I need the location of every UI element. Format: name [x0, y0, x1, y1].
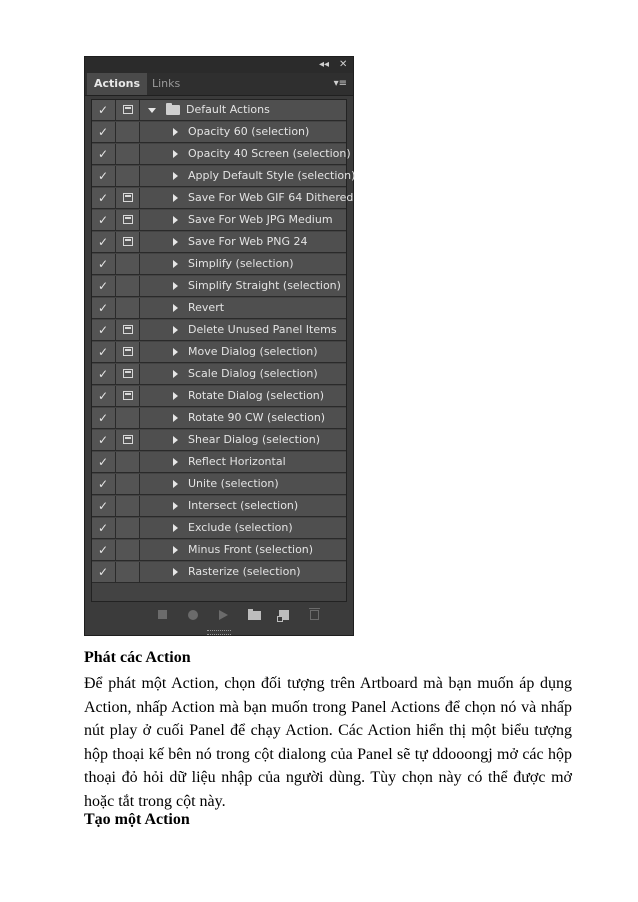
toggle-item-cell[interactable]: [92, 232, 116, 252]
toggle-dialog-cell[interactable]: [116, 562, 140, 582]
actions-panel: [84, 56, 354, 636]
action-row[interactable]: [92, 320, 346, 341]
expand-right-icon[interactable]: [173, 458, 178, 466]
expand-right-icon[interactable]: [173, 436, 178, 444]
checkmark-icon: ✓: [98, 191, 109, 205]
action-row[interactable]: [92, 210, 346, 231]
toggle-dialog-cell[interactable]: [116, 100, 140, 120]
action-row[interactable]: [92, 518, 346, 539]
action-row[interactable]: [92, 342, 346, 363]
action-row[interactable]: [92, 298, 346, 319]
section-heading-create: Tạo một Action: [84, 811, 190, 828]
new-set-icon[interactable]: [248, 611, 261, 620]
checkmark-icon: ✓: [98, 499, 109, 513]
toggle-item-cell[interactable]: [92, 144, 116, 164]
toggle-item-cell[interactable]: [92, 100, 116, 120]
toggle-dialog-cell[interactable]: [116, 298, 140, 318]
toggle-item-cell[interactable]: [92, 320, 116, 340]
toggle-item-cell[interactable]: [92, 254, 116, 274]
actions-list[interactable]: [91, 99, 356, 602]
action-label: Rasterize (selection): [188, 565, 301, 578]
action-label: Delete Unused Panel Items: [188, 323, 337, 336]
toggle-dialog-cell[interactable]: [116, 474, 140, 494]
toggle-item-cell[interactable]: [92, 386, 116, 406]
toggle-dialog-cell[interactable]: [116, 408, 140, 428]
body-paragraph: Để phát một Action, chọn đối tượng trên Artboard mà bạn muốn áp dụng Action, nhấp Action mà bạn muốn trong Panel Actions để chọn nó và nhấp nút play ở cuối Panel để chạy Action. Các Action hiển thị một biểu tượng hộp thoại kế bên nó trong cột dialong của Panel sẽ tự ddooongj mở các hộp thoại đỏ hỏi dữ liệu nhập của người dùng. Tùy chọn này có thể được mở hoặc tắt trong cột này.: [84, 675, 572, 810]
checkmark-icon: ✓: [98, 521, 109, 535]
panel-menu-icon[interactable]: ▾≡: [333, 78, 347, 89]
expand-right-icon[interactable]: [173, 238, 178, 246]
toggle-dialog-cell[interactable]: [116, 364, 140, 384]
trash-icon[interactable]: [310, 610, 319, 620]
checkmark-icon: ✓: [98, 411, 109, 425]
toggle-item-cell[interactable]: [92, 430, 116, 450]
panel-tabbar: [85, 73, 353, 96]
toggle-dialog-cell[interactable]: [116, 188, 140, 208]
checkmark-icon: ✓: [98, 345, 109, 359]
action-label: Reflect Horizontal: [188, 455, 286, 468]
toggle-dialog-cell[interactable]: [116, 496, 140, 516]
expand-right-icon[interactable]: [173, 546, 178, 554]
action-label: Minus Front (selection): [188, 543, 314, 556]
action-label: Scale Dialog (selection): [188, 367, 318, 380]
dialog-icon: [123, 435, 133, 444]
checkmark-icon: ✓: [98, 147, 109, 161]
toggle-dialog-cell[interactable]: [116, 320, 140, 340]
toggle-dialog-cell[interactable]: [116, 144, 140, 164]
toggle-dialog-cell[interactable]: [116, 386, 140, 406]
checkmark-icon: ✓: [98, 257, 109, 271]
checkmark-icon: ✓: [98, 103, 109, 117]
toggle-dialog-cell[interactable]: [116, 254, 140, 274]
toggle-dialog-cell[interactable]: [116, 276, 140, 296]
toggle-item-cell[interactable]: [92, 210, 116, 230]
stop-icon[interactable]: [158, 610, 167, 619]
toggle-dialog-cell[interactable]: [116, 122, 140, 142]
checkmark-icon: ✓: [98, 433, 109, 447]
checkmark-icon: ✓: [98, 455, 109, 469]
expand-right-icon[interactable]: [173, 260, 178, 268]
toggle-dialog-cell[interactable]: [116, 518, 140, 538]
toggle-dialog-cell[interactable]: [116, 540, 140, 560]
dialog-icon: [123, 215, 133, 224]
action-row[interactable]: [92, 496, 346, 517]
action-label: Opacity 60 (selection): [188, 125, 310, 138]
action-label: Exclude (selection): [188, 521, 293, 534]
expand-right-icon[interactable]: [173, 502, 178, 510]
action-row[interactable]: [92, 408, 346, 429]
checkmark-icon: ✓: [98, 235, 109, 249]
action-label: Simplify (selection): [188, 257, 294, 270]
tab-links[interactable]: Links: [152, 77, 181, 90]
toggle-item-cell[interactable]: [92, 364, 116, 384]
dialog-icon: [123, 237, 133, 246]
expand-right-icon[interactable]: [173, 172, 178, 180]
toggle-dialog-cell[interactable]: [116, 232, 140, 252]
expand-right-icon[interactable]: [173, 414, 178, 422]
action-label: Unite (selection): [188, 477, 279, 490]
toggle-dialog-cell[interactable]: [116, 430, 140, 450]
checkmark-icon: ✓: [98, 565, 109, 579]
toggle-item-cell[interactable]: [92, 540, 116, 560]
resize-grip-icon[interactable]: [207, 630, 231, 635]
expand-right-icon[interactable]: [173, 326, 178, 334]
toggle-item-cell[interactable]: [92, 562, 116, 582]
toggle-item-cell[interactable]: [92, 188, 116, 208]
expand-right-icon[interactable]: [173, 568, 178, 576]
action-label: Rotate 90 CW (selection): [188, 411, 326, 424]
action-label: Intersect (selection): [188, 499, 299, 512]
action-row[interactable]: [92, 386, 346, 407]
dialog-icon: [123, 325, 133, 334]
action-label: Simplify Straight (selection): [188, 279, 341, 292]
expand-right-icon[interactable]: [173, 524, 178, 532]
tab-actions[interactable]: Actions: [87, 73, 147, 95]
dialog-icon: [123, 193, 133, 202]
action-row[interactable]: [92, 188, 354, 209]
expand-right-icon[interactable]: [173, 348, 178, 356]
record-icon[interactable]: [188, 610, 198, 620]
toggle-item-cell[interactable]: [92, 496, 116, 516]
action-row[interactable]: [92, 232, 346, 253]
toggle-item-cell[interactable]: [92, 342, 116, 362]
action-label: Save For Web GIF 64 Dithered: [188, 191, 354, 204]
expand-down-icon[interactable]: [148, 108, 156, 113]
action-label: Save For Web JPG Medium: [188, 213, 333, 226]
checkmark-icon: ✓: [98, 477, 109, 491]
expand-right-icon[interactable]: [173, 128, 178, 136]
dialog-icon: [123, 347, 133, 356]
folder-icon: [166, 105, 180, 115]
action-label: Apply Default Style (selection): [188, 169, 356, 182]
expand-right-icon[interactable]: [173, 392, 178, 400]
action-label: Save For Web PNG 24: [188, 235, 308, 248]
toggle-dialog-cell[interactable]: [116, 210, 140, 230]
checkmark-icon: ✓: [98, 389, 109, 403]
action-label: Move Dialog (selection): [188, 345, 318, 358]
toggle-item-cell[interactable]: [92, 122, 116, 142]
checkmark-icon: ✓: [98, 213, 109, 227]
dialog-icon: [123, 369, 133, 378]
action-row[interactable]: [92, 364, 346, 385]
action-label: Revert: [188, 301, 225, 314]
toggle-item-cell[interactable]: [92, 518, 116, 538]
toggle-item-cell[interactable]: [92, 408, 116, 428]
action-set-row[interactable]: [92, 100, 346, 121]
expand-right-icon[interactable]: [173, 216, 178, 224]
expand-right-icon[interactable]: [173, 480, 178, 488]
dialog-icon: [123, 391, 133, 400]
dialog-icon: [123, 105, 133, 114]
expand-right-icon[interactable]: [173, 304, 178, 312]
toggle-item-cell[interactable]: [92, 166, 116, 186]
action-label: Rotate Dialog (selection): [188, 389, 325, 402]
action-row[interactable]: [92, 430, 346, 451]
toggle-item-cell[interactable]: [92, 276, 116, 296]
section-heading-play: Phát các Action: [84, 649, 191, 666]
checkmark-icon: ✓: [98, 543, 109, 557]
toggle-dialog-cell[interactable]: [116, 452, 140, 472]
checkmark-icon: ✓: [98, 301, 109, 315]
panel-bottom-toolbar: [85, 605, 353, 627]
toggle-item-cell[interactable]: [92, 452, 116, 472]
action-row[interactable]: [92, 276, 346, 297]
action-row[interactable]: [92, 144, 351, 165]
action-row[interactable]: [92, 562, 346, 583]
expand-right-icon[interactable]: [173, 150, 178, 158]
checkmark-icon: ✓: [98, 279, 109, 293]
action-row[interactable]: [92, 474, 346, 495]
action-row[interactable]: [92, 452, 346, 473]
toggle-dialog-cell[interactable]: [116, 342, 140, 362]
action-label: Opacity 40 Screen (selection): [188, 147, 351, 160]
action-row[interactable]: [92, 122, 346, 143]
expand-right-icon[interactable]: [173, 282, 178, 290]
toggle-dialog-cell[interactable]: [116, 166, 140, 186]
checkmark-icon: ✓: [98, 169, 109, 183]
play-icon[interactable]: [219, 610, 228, 620]
toggle-item-cell[interactable]: [92, 474, 116, 494]
checkmark-icon: ✓: [98, 323, 109, 337]
action-row[interactable]: [92, 540, 346, 561]
checkmark-icon: ✓: [98, 367, 109, 381]
collapse-icon[interactable]: ◂◂: [319, 59, 330, 70]
panel-titlebar: [85, 57, 353, 73]
action-label: Shear Dialog (selection): [188, 433, 321, 446]
action-row[interactable]: [92, 166, 356, 187]
expand-right-icon[interactable]: [173, 194, 178, 202]
action-label: Default Actions: [186, 103, 270, 116]
expand-right-icon[interactable]: [173, 370, 178, 378]
checkmark-icon: ✓: [98, 125, 109, 139]
toggle-item-cell[interactable]: [92, 298, 116, 318]
new-action-icon[interactable]: [279, 610, 289, 620]
close-icon[interactable]: ✕: [339, 59, 348, 70]
action-row[interactable]: [92, 254, 346, 275]
